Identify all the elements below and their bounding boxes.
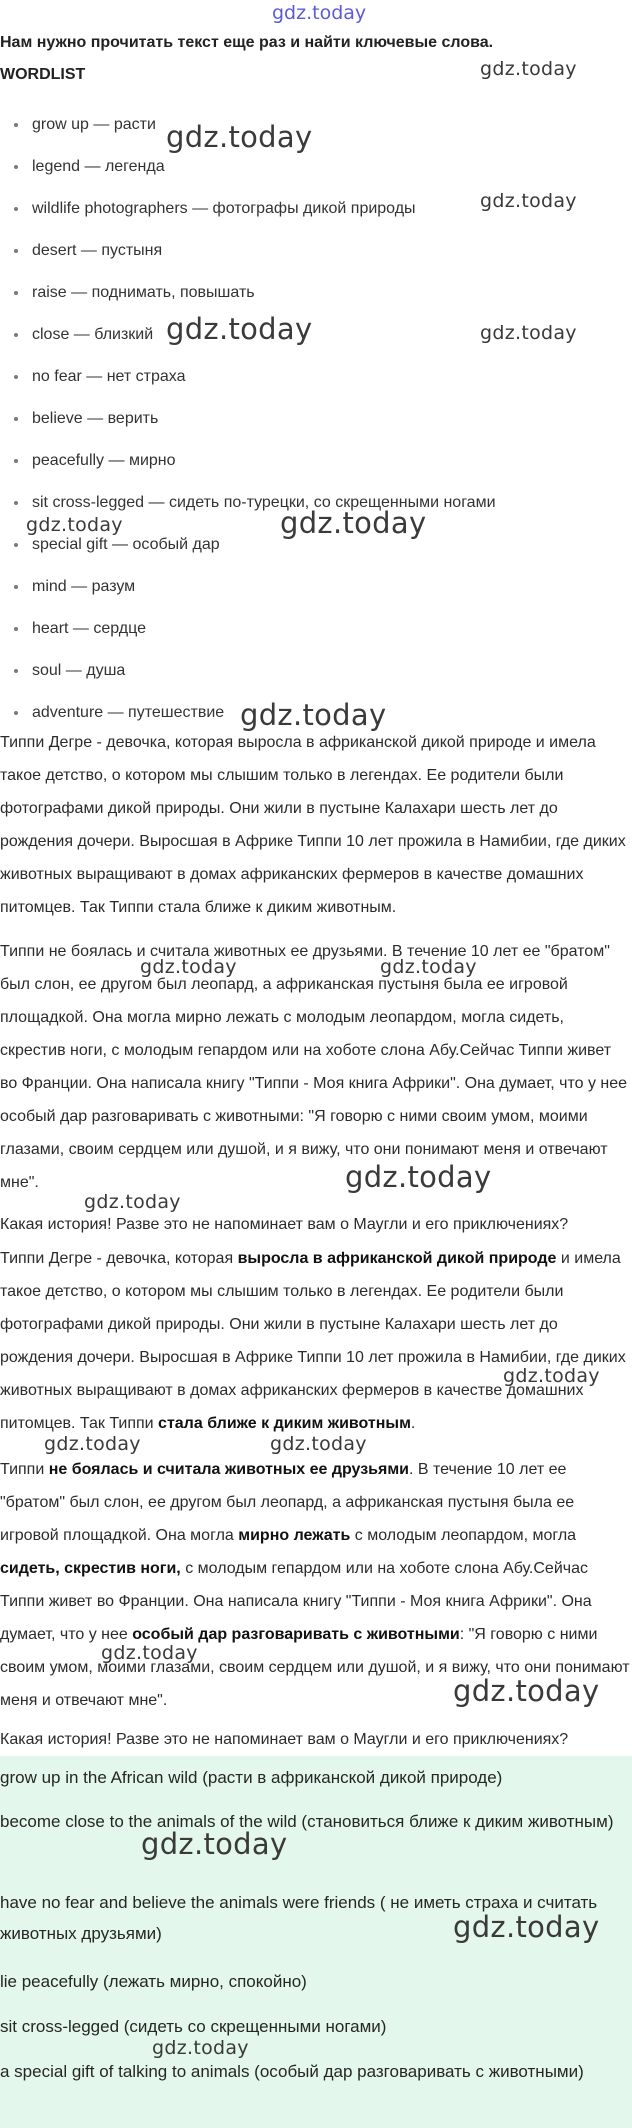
wordlist-item: close — близкий: [14, 320, 496, 362]
watermark: gdz.today: [453, 1674, 600, 1708]
wordlist-item: sit cross-legged — сидеть по-турецки, со скрещенными ногами: [14, 488, 496, 530]
bullet-icon: [14, 627, 18, 631]
key-phrase: особый дар разговаривать с животными: [132, 1626, 460, 1643]
wordlist-item: believe — верить: [14, 404, 496, 446]
wordlist-item: grow up — расти: [14, 110, 496, 152]
wordlist-item: adventure — путешествие: [14, 698, 496, 740]
wordlist-item: no fear — нет страха: [14, 362, 496, 404]
bullet-icon: [14, 207, 18, 211]
bullet-icon: [14, 417, 18, 421]
watermark: gdz.today: [26, 514, 123, 536]
intro-text: Нам нужно прочитать текст еще раз и найти ключевые слова.: [0, 34, 494, 51]
text-paragraph-highlighted: Типпи Дегре - девочка, которая выросла в африканской дикой природе и имела такое детство, о котором мы слышим только в легендах. Ее родители были фотографами дикой природы. Они жили в пустыне Калахари шесть лет до рождения дочери. Выросшая в Африке Типпи 10 лет прожила в Намибии, где диких животных выращивают в домах африканских фермеров в качестве домашних питомцев. Так Типпи стала ближе к диким животным.: [0, 1250, 626, 1432]
key-phrase: выросла в африканской дикой природе: [237, 1250, 557, 1267]
wordlist-item: mind — разум: [14, 572, 496, 614]
text-paragraph: Типпи Дегре - девочка, которая выросла в африканской дикой природе и имела такое детство, о котором мы слышим только в легендах. Ее родители были фотографами дикой природы. Они жили в пустыне Калахари шесть лет до рождения дочери. Выросшая в Африке Типпи 10 лет прожила в Намибии, где диких животных выращивают в домах африканских фермеров в качестве домашних питомцев. Так Типпи стала ближе к диким животным.: [0, 734, 626, 916]
wordlist-item: heart — сердце: [14, 614, 496, 656]
bullet-icon: [14, 333, 18, 337]
watermark: gdz.today: [166, 312, 313, 346]
watermark: gdz.today: [101, 1642, 198, 1664]
bullet-icon: [14, 375, 18, 379]
watermark: gdz.today: [270, 1433, 367, 1455]
keyword-item: sit cross-legged (сидеть со скрещенными ногами): [0, 2017, 387, 2036]
watermark: gdz.today: [141, 1827, 288, 1861]
wordlist-item: peacefully — мирно: [14, 446, 496, 488]
bullet-icon: [14, 291, 18, 295]
wordlist-item: desert — пустыня: [14, 236, 496, 278]
watermark: gdz.today: [380, 956, 477, 978]
watermark: gdz.today: [453, 1910, 600, 1944]
bullet-icon: [14, 249, 18, 253]
key-phrase: мирно лежать: [238, 1527, 351, 1544]
watermark: gdz.today: [503, 1365, 600, 1387]
watermark: gdz.today: [280, 506, 427, 540]
wordlist-item: legend — легенда: [14, 152, 496, 194]
watermark: gdz.today: [44, 1433, 141, 1455]
watermark: gdz.today: [480, 190, 577, 212]
key-phrase: не боялась и считала животных ее друзьями: [48, 1461, 410, 1478]
watermark-top: gdz.today: [272, 2, 367, 24]
watermark: gdz.today: [480, 58, 577, 80]
watermark: gdz.today: [140, 956, 237, 978]
text-paragraph-highlighted: Типпи не боялась и считала животных ее друзьями. В течение 10 лет ее "братом" был слон, ее другом был леопард, а африканская пустыня была ее игровой площадкой. Она могла мирно лежать с молодым леопардом, могла сидеть, скрестив ноги, с молодым гепардом или на хоботе слона Абу.Сейчас Типпи живет во Франции. Она написала книгу "Типпи - Моя книга Африки". Она думает, что у нее особый дар разговаривать с животными: "Я говорю с ними своим умом, моими глазами, своим сердцем или душой, и я вижу, что они понимают меня и отвечают мне".: [0, 1461, 630, 1709]
key-phrase: сидеть, скрестив ноги,: [0, 1560, 181, 1577]
bullet-icon: [14, 123, 18, 127]
watermark: gdz.today: [240, 698, 387, 732]
keyword-item: grow up in the African wild (расти в африканской дикой природе): [0, 1768, 503, 1787]
bullet-icon: [14, 459, 18, 463]
bullet-icon: [14, 669, 18, 673]
watermark: gdz.today: [480, 322, 577, 344]
bullet-icon: [14, 585, 18, 589]
bullet-icon: [14, 711, 18, 715]
keyword-item: lie peacefully (лежать мирно, спокойно): [0, 1972, 307, 1991]
wordlist-item: soul — душа: [14, 656, 496, 698]
text-paragraph: Какая история! Разве это не напоминает вам о Маугли и его приключениях?: [0, 1731, 569, 1748]
keyword-item: have no fear and believe the animals were friends ( не иметь страха и считать животных друзьями): [0, 1893, 598, 1943]
wordlist: [14, 110, 496, 740]
bullet-icon: [14, 165, 18, 169]
wordlist-item: special gift — особый дар: [14, 530, 496, 572]
bullet-icon: [14, 501, 18, 505]
wordlist-item: raise — поднимать, повышать: [14, 278, 496, 320]
text-paragraph: Какая история! Разве это не напоминает вам о Маугли и его приключениях?: [0, 1216, 569, 1233]
watermark: gdz.today: [152, 2037, 249, 2059]
watermark: gdz.today: [345, 1160, 492, 1194]
wordlist-item: wildlife photographers — фотографы дикой природы: [14, 194, 496, 236]
keyword-item: become close to the animals of the wild (становиться ближе к диким животным): [0, 1812, 614, 1831]
bullet-icon: [14, 543, 18, 547]
watermark: gdz.today: [84, 1191, 181, 1213]
key-phrase: стала ближе к диким животным: [158, 1415, 411, 1432]
text-paragraph: Типпи не боялась и считала животных ее друзьями. В течение 10 лет ее "братом" был слон, ее другом был леопард, а африканская пустыня была ее игровой площадкой. Она могла мирно лежать с молодым леопардом, могла сидеть, скрестив ноги, с молодым гепардом или на хоботе слона Абу.Сейчас Типпи живет во Франции. Она написала книгу "Типпи - Моя книга Африки". Она думает, что у нее особый дар разговаривать с животными: "Я говорю с ними своим умом, моими глазами, своим сердцем или душой, и я вижу, что они понимают меня и отвечают мне".: [0, 943, 628, 1191]
watermark: gdz.today: [166, 120, 313, 154]
keyword-item: a special gift of talking to animals (особый дар разговаривать с животными): [0, 2062, 584, 2081]
wordlist-title: WORDLIST: [0, 66, 86, 83]
